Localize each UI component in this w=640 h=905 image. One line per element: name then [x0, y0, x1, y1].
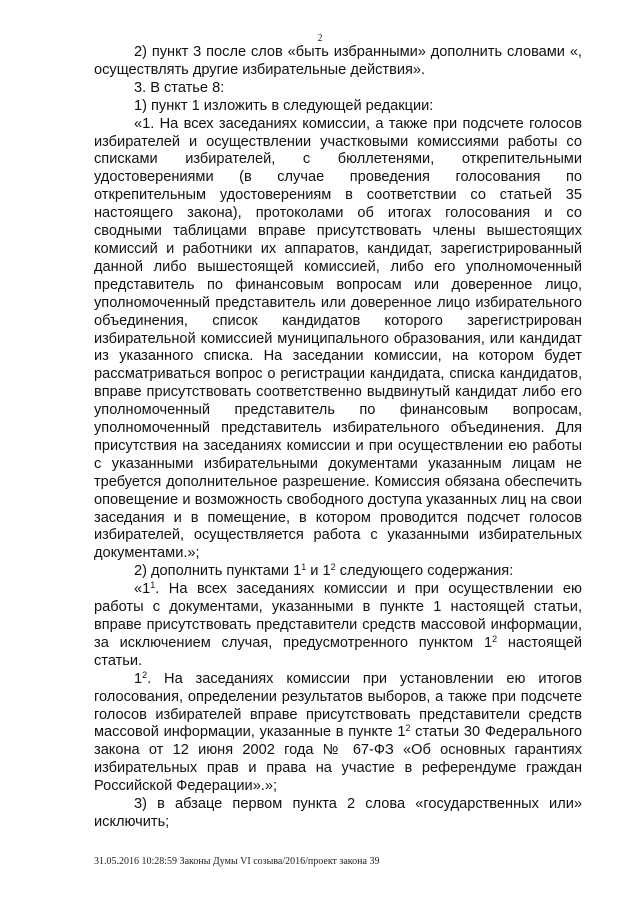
text-fragment: 1 — [134, 670, 143, 687]
text-fragment: . На всех заседаниях комиссии и при осуществлении ею работы с документами, указанными в пункте 1 настоящей статьи, вправе присутствовать представители средств массовой информации, за исключением случая, предусмотренного пунктом 1 — [94, 581, 582, 651]
paragraph-item-3: 3) в абзаце первом пункта 2 слова «государственных или» исключить; — [94, 796, 582, 830]
paragraph-item-2: 2) пункт 3 после слов «быть избранными» дополнить словами «, осуществлять другие избирательные действия». — [94, 44, 582, 78]
text-fragment: 2) дополнить пунктами 1 — [134, 563, 302, 580]
paragraph-article-8: 3. В статье 8: — [134, 79, 225, 96]
superscript: 1 — [301, 562, 307, 573]
text-fragment: «1 — [134, 581, 151, 598]
text-fragment: статьи 30 Федерального закона от 12 июня 2002 года № 67-ФЗ «Об основных гарантиях избирательных прав и права на участие в референдуме граждан Российской Федерации».»; — [94, 724, 582, 795]
superscript: 2 — [405, 723, 411, 734]
text-fragment: настоящей статьи. — [94, 634, 582, 669]
text-fragment: следующего содержания: — [335, 563, 514, 580]
text-fragment: и 1 — [306, 563, 331, 580]
paragraph-add-items — [94, 563, 582, 581]
superscript: 1 — [150, 580, 156, 591]
text-fragment: . На заседаниях комиссии при установлении ею итогов голосования, определении результатов выборов, а также при подсчете голосов избирателей вправе присутствовать представители средств массовой информации, указанные в пункте 1 — [94, 670, 582, 741]
paragraph-item-1-intro: 1) пункт 1 изложить в следующей редакции: — [134, 97, 434, 114]
superscript: 2 — [330, 562, 336, 573]
paragraph-item-1-text: «1. На всех заседаниях комиссии, а также при подсчете голосов избирателей и осуществлении участковыми комиссиями работы со списками избирателей, с бюллетенями, открепительными удостоверениями (в случае проведения голосования по открепительным удостоверениям в соответствии со статьей 35 настоящего закона), протоколами об итогах голосования и со сводными таблицами вправе присутствовать члены вышестоящих комиссий и работники их аппаратов, кандидат, зарегистрированный данной либо вышестоящей комиссией, либо его уполномоченный представитель по финансовым вопросам или доверенное лицо, уполномоченный представитель или доверенное лицо избирательного объединения, список кандидатов которого зарегистрирован избирательной комиссией муниципального образования, или кандидат из указанного списка. На заседании комиссии, на котором будет рассматриваться вопрос о регистрации кандидата, списка кандидатов, вправе присутствовать соответственно выдвинутый кандидат либо его уполномоченный представитель по финансовым вопросам, уполномоченный представитель избирательного объединения. Для присутствия на заседаниях комиссии и при осуществлении ею работы с указанными избирательными документами указанным лицам не требуется дополнительное разрешение. Комиссия обязана обеспечить оповещение и возможность свободного доступа указанных лиц на свои заседания и в помещение, в котором проводится подсчет голосов избирателей, осуществляется работа с указанными избирательных документами.»; — [94, 115, 582, 562]
page-number: 2 — [317, 33, 323, 44]
footer-path: 31.05.2016 10:28:59 Законы Думы VI созыва/2016/проект закона 39 — [94, 856, 380, 867]
superscript: 2 — [492, 633, 498, 644]
superscript: 2 — [142, 669, 148, 680]
paragraph-item-1-2 — [94, 671, 582, 796]
document-body — [94, 44, 582, 832]
paragraph-item-1-1 — [94, 581, 582, 671]
